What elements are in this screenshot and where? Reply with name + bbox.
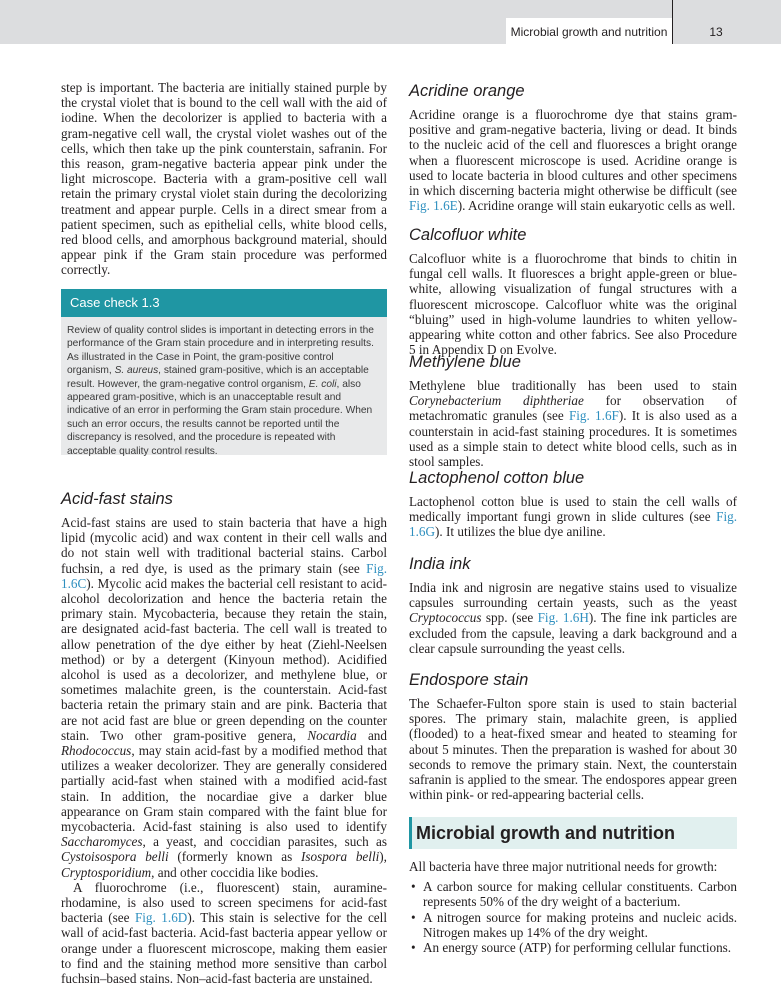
page-number: 13 bbox=[709, 25, 723, 39]
acid-fast-section bbox=[61, 489, 387, 986]
genus-cryptosporidium: Cryptosporidium bbox=[61, 864, 152, 880]
figure-link-1-6f[interactable]: Fig. 1.6F bbox=[568, 408, 619, 424]
nutrition-intro: All bacteria have three major nutritional needs for growth: bbox=[409, 859, 718, 874]
text-part: ). It is also used as a counterstain in acid-fast staining procedures. It is sometimes used as a simple stain to detect white blood cells, such as in stool samples. bbox=[409, 408, 738, 470]
nutrition-section bbox=[409, 859, 737, 955]
species-isospora: Isospora belli bbox=[300, 849, 380, 865]
methylene-blue-heading: Methylene blue bbox=[409, 353, 521, 371]
running-title: Microbial growth and nutrition bbox=[510, 25, 668, 39]
left-column-intro bbox=[61, 80, 387, 278]
genus-nocardia: Nocardia bbox=[307, 727, 357, 743]
running-title-box bbox=[506, 18, 672, 44]
acridine-orange-paragraph bbox=[409, 107, 737, 213]
case-text-part: Review of quality control slides is important in detecting errors in the performance of the Gram stain procedure and in interpreting results. As illustrated in the Case in Point, the gram-positive control organism, bbox=[67, 325, 374, 377]
list-item: • An energy source (ATP) for performing cellular functions. bbox=[409, 940, 737, 955]
species-corynebacterium: Corynebacterium diphtheriae bbox=[409, 393, 584, 409]
case-organism-1: S. aureus bbox=[114, 365, 159, 377]
lactophenol-heading: Lactophenol cotton blue bbox=[409, 469, 585, 487]
genus-cryptococcus: Cryptococcus bbox=[409, 610, 482, 626]
figure-link-1-6g[interactable]: Fig. 1.6G bbox=[409, 509, 737, 540]
case-check-text bbox=[61, 317, 387, 458]
list-item: • A carbon source for making cellular constituents. Carbon represents 50% of the dry weight of a bacterium. bbox=[409, 879, 737, 909]
acridine-orange-section bbox=[409, 81, 737, 213]
section-heading: Microbial growth and nutrition bbox=[412, 817, 737, 849]
text-part: , a yeast, and coccidian parasites, such as bbox=[142, 834, 387, 850]
text-part: Methylene blue traditionally has been used to stain bbox=[409, 378, 737, 393]
endospore-paragraph: The Schaefer-Fulton spore stain is used to stain bacterial spores. The primary stain, malachite green, is applied (flooded) to a heat-fixed smear and heated to steaming for about 5 minutes. Then the preparation is washed for about 30 seconds to remove the primary stain. Next, the counterstain safranin is applied to the smear. The endospores appear green within pink- or red-appearing bacterial cells. bbox=[409, 696, 737, 803]
text-part: India ink and nigrosin are negative stains used to visualize capsules surrounding certain yeasts, such as the yeast bbox=[409, 580, 737, 611]
acridine-orange-heading: Acridine orange bbox=[409, 82, 525, 100]
text-part: (formerly known as bbox=[168, 849, 301, 865]
text-part: ). Mycolic acid makes the bacterial cell resistant to acid-alcohol decolorization and hence the bacteria retain the primary stain. Mycobacteria, because they retain the stain, are designated acid-fast bacteria. The cell wall is treated to allow penetration of the dye either by heat (Ziehl-Neelsen method) or by a detergent (Kinyoun method). Acidified alcohol is used as a decolorizer, and methylene blue, or sometimes malachite green, is the counterstain. Acid-fast bacteria retain the primary stain and are pink. Bacteria that are not acid fast are blue or green depending on the counter stain. Two other gram-positive genera, bbox=[61, 575, 387, 743]
endospore-heading: Endospore stain bbox=[409, 671, 529, 689]
gram-stain-paragraph: step is important. The bacteria are initially stained purple by the crystal violet that is bound to the cell wall with the aid of iodine. When the decolorizer is applied to bacteria with a gram-negative cell wall, the crystal violet washes out of the cells, which then take up the pink counterstain, safranin. For this reason, gram-negative bacteria appear pink under the light microscope. Bacteria with a gram-positive cell wall retain the primary crystal violet stain during the decolorizing treatment and appear purple. Cells in a direct smear from a patient specimen, such as epithelial cells, white blood cells, red blood cells, and amorphous background material, should appear pink if the Gram stain procedure was performed correctly. bbox=[61, 80, 387, 278]
text-part: spp. (see bbox=[481, 610, 538, 626]
species-cystoisospora: Cystoisospora belli bbox=[61, 849, 169, 865]
calcofluor-white-paragraph: Calcofluor white is a fluorochrome that binds to chitin in fungal cell walls. It fluoresces a bright apple-green or blue-white, allowing visualization of fungal structures with a fluorescent microscope. Calcofluor white was the original “bluing” used in high-volume laundries to whiten yellow-appearing white cotton and other fabrics. See also Procedure 5 in Appendix D on Evolve. bbox=[409, 251, 737, 358]
lactophenol-section bbox=[409, 468, 737, 540]
case-check-box bbox=[61, 289, 387, 455]
text-part: ). Acridine orange will stain eukaryotic cells as well. bbox=[457, 198, 736, 214]
text-part: ). The fine ink particles are excluded from the capsule, leaving a dark background and a clear capsule surrounding the yeast cells. bbox=[409, 610, 737, 656]
running-header bbox=[0, 0, 781, 44]
text-part: Lactophenol cotton blue is used to stain the cell walls of medically important fungi grown in slide cultures (see bbox=[409, 494, 737, 525]
case-organism-2: E. coli bbox=[308, 378, 337, 390]
text-part: Acid-fast stains are used to stain bacteria that have a high lipid (mycolic acid) and wax content in their cell walls and do not stain well with traditional bacterial stains. Carbol fuchsin, a red dye, is used as the primary stain (see bbox=[61, 515, 387, 576]
text-part: A fluorochrome (i.e., fluorescent) stain, auramine-rhodamine, is also used to screen specimens for acid-fast bacteria (see bbox=[61, 879, 387, 926]
figure-link-1-6d[interactable]: Fig. 1.6D bbox=[134, 910, 188, 926]
methylene-blue-section bbox=[409, 352, 737, 469]
figure-link-1-6c[interactable]: Fig. 1.6C bbox=[61, 560, 387, 591]
text-part: Acridine orange is a fluorochrome dye that stains gram-positive and gram-negative bacteria, living or dead. It binds to the nucleic acid of the cell and fluoresces a bright orange when a fluorescent microscope is used. Acridine orange is used to locate bacteria in blood cultures and other specimens in which discerning bacteria might otherwise be difficult (see bbox=[409, 107, 737, 199]
india-ink-paragraph bbox=[409, 580, 737, 656]
text-part: , may stain acid-fast by a modified method that utilizes a weaker decolorizer. They are generally considered partially acid-fast when stained with a modified acid-fast stain. In addition, the nocardiae give a darker blue appearance on Gram stain compared with the faint blue for mycobacteria. Acid-fast staining is also used to identify bbox=[61, 743, 387, 835]
case-check-title: Case check 1.3 bbox=[61, 289, 387, 317]
header-divider bbox=[672, 0, 673, 44]
figure-link-1-6e[interactable]: Fig. 1.6E bbox=[409, 198, 458, 214]
text-part: ), bbox=[379, 849, 387, 865]
section-banner bbox=[409, 817, 737, 849]
text-part: ). It utilizes the blue dye aniline. bbox=[435, 524, 606, 540]
text-part: for observation of metachromatic granules (see bbox=[409, 393, 738, 424]
text-part: , and other coccidia like bodies. bbox=[151, 864, 319, 880]
calcofluor-white-section bbox=[409, 225, 737, 357]
genus-saccharomyces: Saccharomyces bbox=[61, 834, 143, 850]
india-ink-heading: India ink bbox=[409, 555, 471, 573]
figure-link-1-6h[interactable]: Fig. 1.6H bbox=[537, 610, 589, 626]
acid-fast-paragraph-2 bbox=[61, 880, 387, 986]
genus-rhodococcus: Rhodococcus bbox=[61, 743, 132, 759]
methylene-blue-paragraph bbox=[409, 378, 737, 469]
text-part: and bbox=[356, 727, 387, 743]
case-text-part: , stained gram-positive, which is an acceptable result. However, the gram-negative control organism, bbox=[67, 365, 369, 390]
nutrition-list bbox=[409, 879, 737, 955]
lactophenol-paragraph bbox=[409, 494, 737, 540]
acid-fast-paragraph-1 bbox=[61, 515, 387, 880]
acid-fast-heading: Acid-fast stains bbox=[61, 490, 173, 508]
case-text-part: , also appeared gram-positive, which is an unacceptable result and indicative of an error in performing the Gram stain procedure. When such an error occurs, the results cannot be reported until the discrepancy is resolved, and the procedure is repeated with acceptable quality control results. bbox=[67, 378, 373, 457]
endospore-section bbox=[409, 670, 737, 802]
india-ink-section bbox=[409, 554, 737, 656]
list-item: • A nitrogen source for making proteins and nucleic acids. Nitrogen makes up 14% of the dry weight. bbox=[409, 910, 737, 940]
text-part: ). This stain is selective for the cell wall of acid-fast bacteria. Acid-fast bacteria appear yellow or orange under a fluorescent microscope, making them easier to find and the staining method more sensitive than carbol fuchsin–based stains. Non–acid-fast bacteria are unstained. bbox=[61, 910, 387, 987]
calcofluor-white-heading: Calcofluor white bbox=[409, 226, 527, 244]
